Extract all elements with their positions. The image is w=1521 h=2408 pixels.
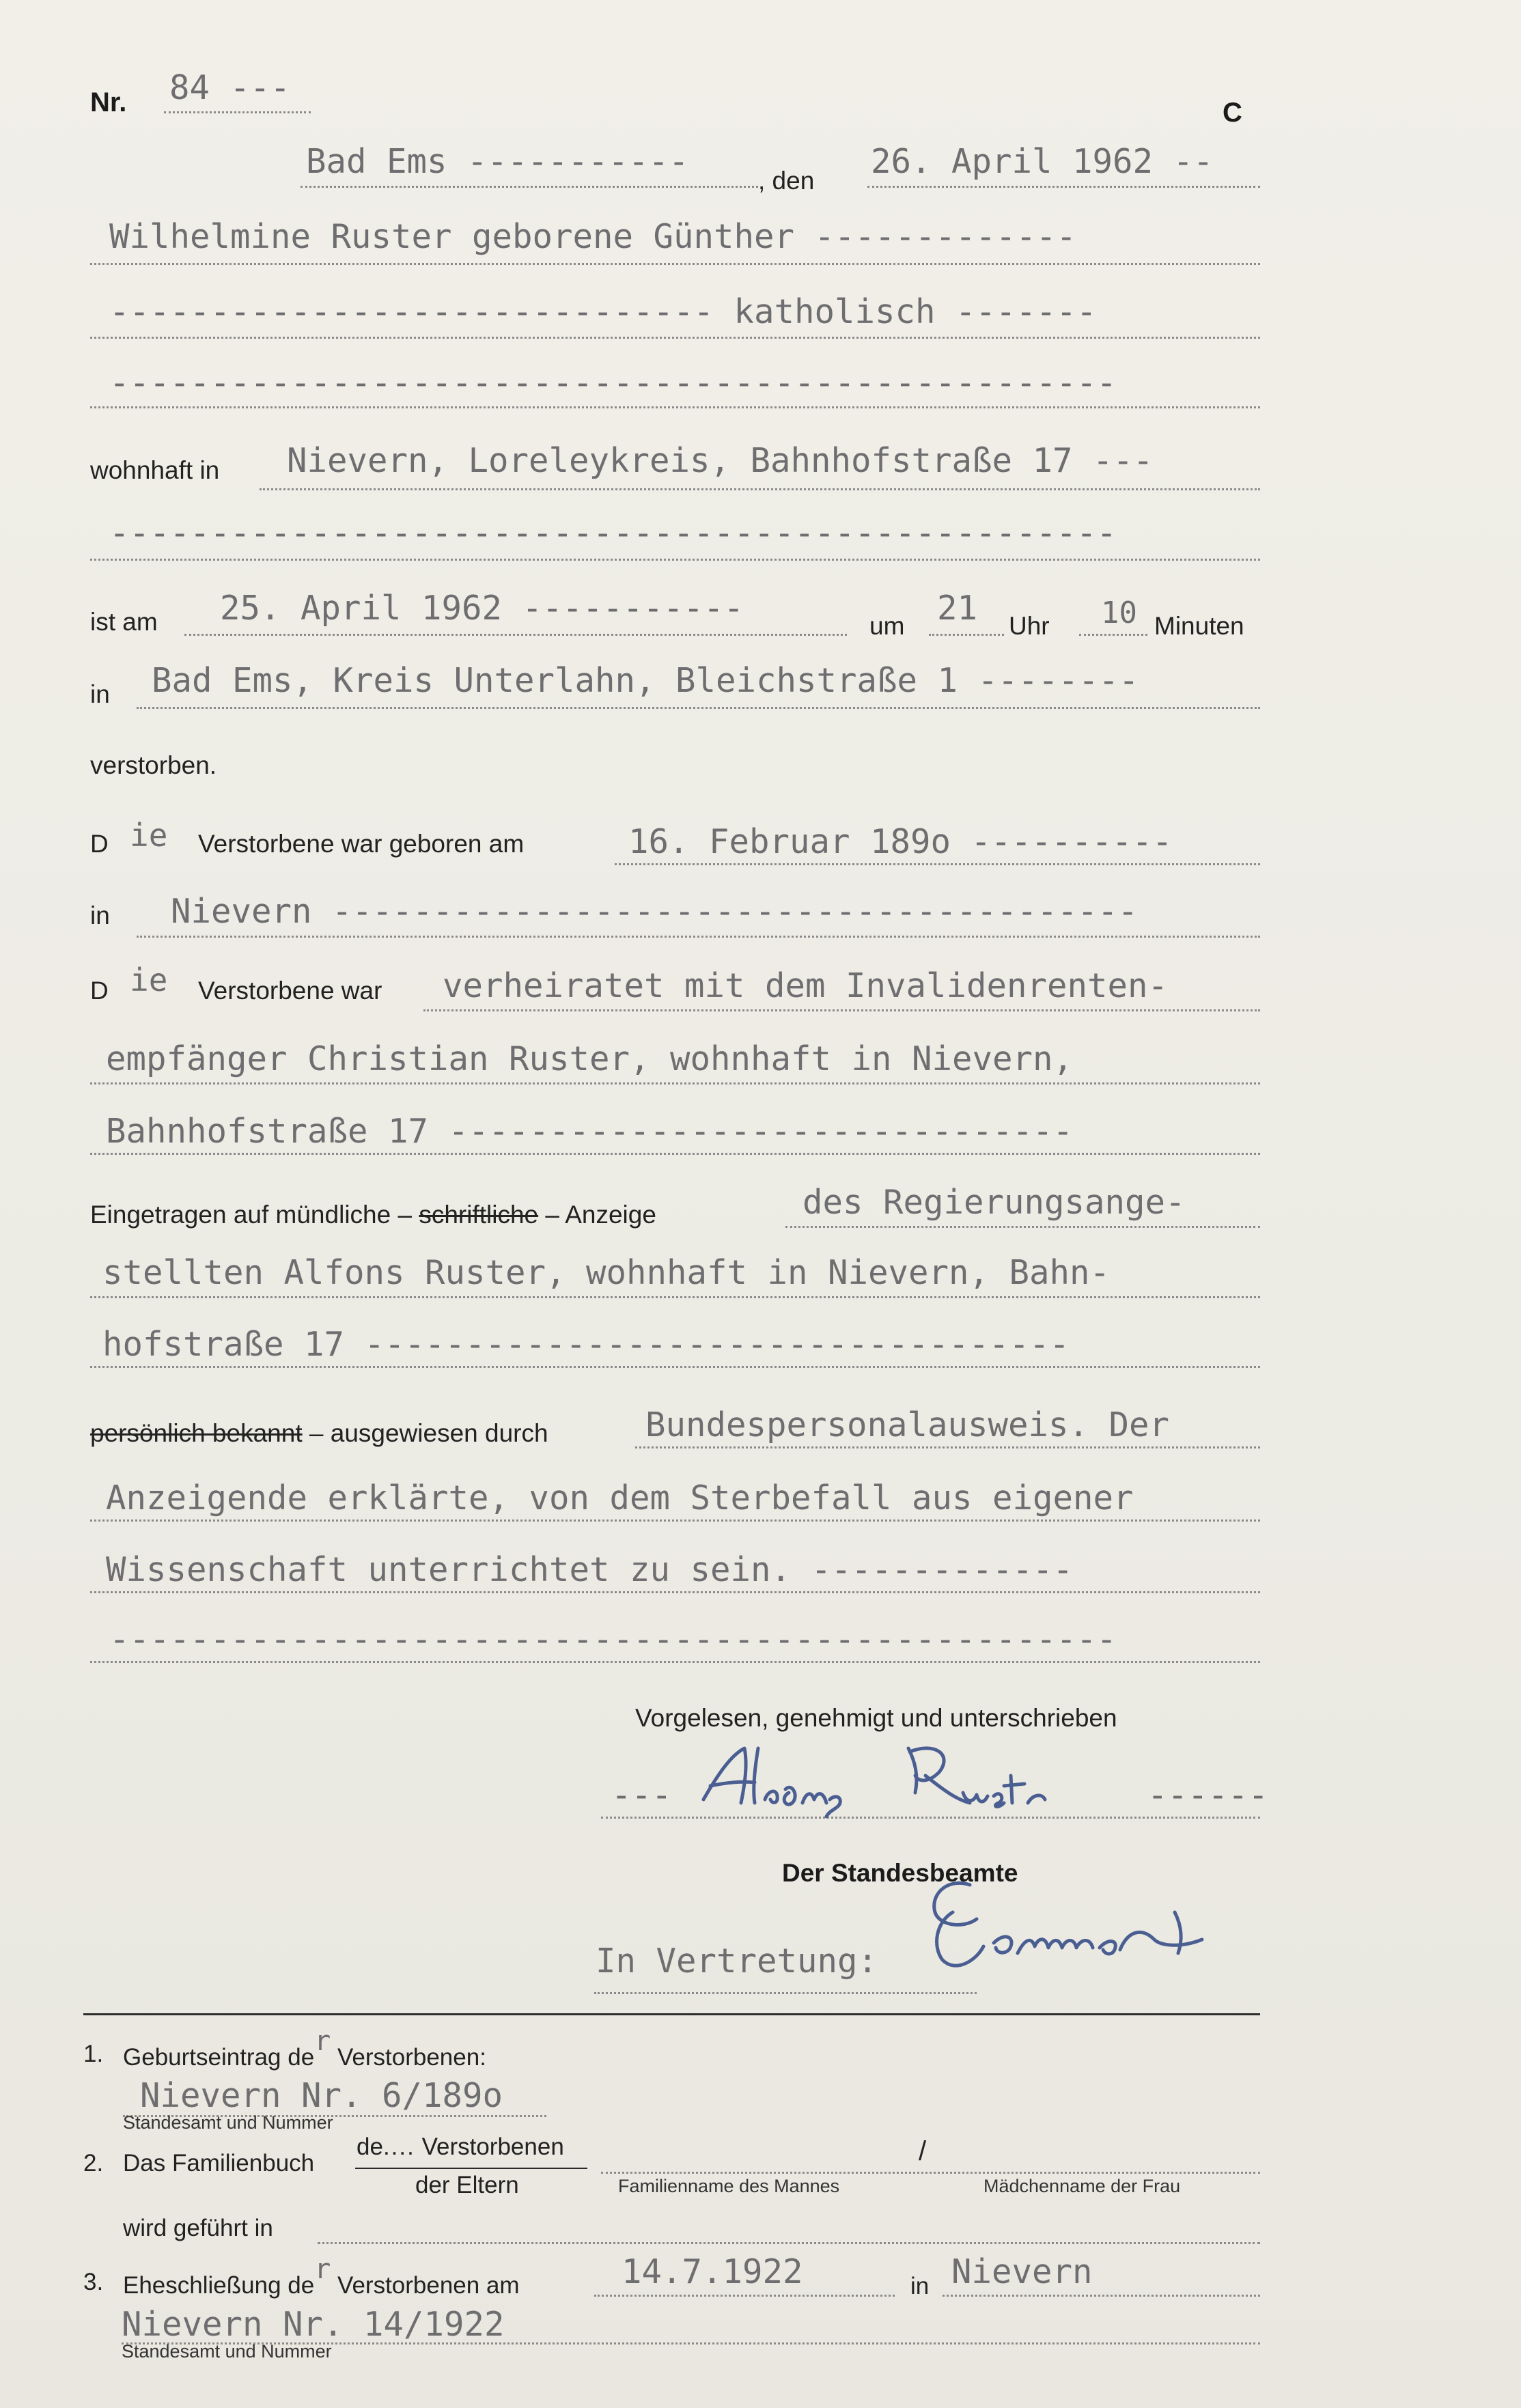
family-book-de: de.... Verstorbenen	[357, 2133, 564, 2160]
footer-num-3: 3.	[83, 2269, 104, 2295]
informant-line-2: stellten Alfons Ruster, wohnhaft in Nievern, Bahn-	[102, 1253, 1111, 1292]
kept-in-label: wird geführt in	[123, 2215, 273, 2241]
marriage-registration: Nievern Nr. 14/1922	[122, 2305, 505, 2344]
marital-label: Verstorbene war	[198, 977, 382, 1005]
birth-label: Verstorbene war geboren am	[198, 830, 525, 858]
marriage-in-label: in	[910, 2273, 930, 2299]
identification-dotline-1	[635, 1446, 1260, 1448]
death-date-dotline	[184, 634, 847, 636]
wife-maiden-caption: Mädchenname der Frau	[983, 2176, 1181, 2196]
birth-place: Nievern ----------------------------------------	[171, 892, 1139, 931]
informant-signature	[690, 1735, 1127, 1823]
footer-divider	[83, 2013, 1260, 2015]
kept-in-dotline	[318, 2242, 1260, 2244]
birth-place-dotline	[137, 936, 1260, 938]
identification-line-1: Bundespersonalausweis. Der	[645, 1405, 1170, 1444]
marital-d-label: D	[90, 977, 109, 1005]
identification-dotline-2	[90, 1520, 1260, 1522]
nr-value: 84 ---	[169, 68, 291, 107]
residence-line-2: --------------------------------------------------	[109, 514, 1117, 552]
informant-line-3: hofstraße 17 -----------------------------------	[102, 1325, 1070, 1364]
spouse-line-2: empfänger Christian Ruster, wohnhaft in Nievern,	[106, 1039, 1074, 1078]
religion-line: ------------------------------ katholisch -------	[109, 292, 1097, 331]
death-place: Bad Ems, Kreis Unterlahn, Bleichstraße 1 --------	[152, 661, 1139, 700]
husband-surname-caption: Familienname des Mannes	[618, 2176, 840, 2196]
form-code: C	[1223, 98, 1242, 128]
birth-entry-sup: r	[314, 2026, 331, 2057]
spouse-dotline-1	[423, 1009, 1260, 1011]
marriage-place-dotline	[943, 2295, 1260, 2297]
family-names-dotline	[601, 2172, 1260, 2174]
family-book-label: Das Familienbuch	[123, 2150, 315, 2176]
marriage-date: 14.7.1922	[622, 2252, 803, 2291]
in-vertretung: In Vertretung:	[596, 1942, 878, 1980]
birth-in-label: in	[90, 901, 110, 929]
spouse-line-1: verheiratet mit dem Invalidenrenten-	[443, 966, 1169, 1005]
birth-date: 16. Februar 189o ----------	[628, 822, 1173, 861]
spouse-dotline-3	[90, 1153, 1260, 1155]
informant-dotline-3	[90, 1366, 1260, 1368]
name-dotline-1	[90, 263, 1260, 265]
informant-dotline-1	[785, 1226, 1260, 1228]
um-label: um	[869, 612, 905, 640]
read-approved-signed: Vorgelesen, genehmigt und unterschrieben	[635, 1704, 1117, 1732]
minutes-dotline	[1079, 634, 1147, 636]
spouse-dotline-2	[90, 1082, 1260, 1084]
death-place-dotline	[137, 707, 1260, 709]
marriage-entry-sup: r	[314, 2254, 331, 2285]
nr-dotline	[164, 111, 311, 113]
residence-dotline-1	[260, 488, 1260, 490]
entry-label-end: – Anzeige	[545, 1201, 656, 1229]
birth-d-label: D	[90, 830, 109, 858]
den-label: , den	[758, 167, 815, 195]
signature-dashes-left: ---	[611, 1776, 672, 1815]
informant-dotline-2	[90, 1296, 1260, 1298]
entry-label-start: Eingetragen auf mündliche –	[90, 1201, 413, 1229]
birth-entry-label-text: Geburtseintrag de	[123, 2044, 315, 2071]
residence-line-1: Nievern, Loreleykreis, Bahnhofstraße 17 ---	[287, 441, 1154, 480]
identification-label	[90, 1419, 548, 1448]
fraction-line	[355, 2168, 587, 2169]
name-filler-line: --------------------------------------------------	[109, 363, 1117, 402]
standesamt-caption-1: Standesamt und Nummer	[123, 2112, 333, 2133]
signature-dashes-right: ------	[1147, 1776, 1269, 1815]
birth-entry-label	[123, 2026, 486, 2072]
place-dotline	[301, 186, 758, 188]
ist-am-label: ist am	[90, 608, 158, 636]
marriage-entry-label-text: Eheschließung de	[123, 2272, 315, 2299]
birth-entry-verstorbenen: Verstorbenen:	[337, 2044, 486, 2071]
entry-label-struck: schriftliche	[419, 1201, 539, 1229]
deceased-name: Wilhelmine Ruster geborene Günther -------------	[109, 217, 1077, 256]
minuten-label: Minuten	[1154, 612, 1244, 640]
identification-dotline-3	[90, 1591, 1260, 1593]
in-label: in	[90, 680, 110, 708]
name-slash: /	[919, 2136, 927, 2166]
standesamt-caption-3: Standesamt und Nummer	[122, 2341, 332, 2362]
entry-label	[90, 1201, 656, 1229]
registrar-signature	[915, 1871, 1243, 1980]
residence-dotline-2	[90, 559, 1260, 561]
marriage-date-dotline	[594, 2295, 895, 2297]
family-book-option-eltern: der Eltern	[415, 2172, 519, 2198]
marriage-place: Nievern	[951, 2252, 1093, 2291]
death-hour: 21	[937, 589, 978, 628]
residence-label: wohnhaft in	[90, 456, 220, 484]
registrar-label: Der Standesbeamte	[782, 1859, 1018, 1887]
marriage-entry-verstorbenen: Verstorbenen am	[337, 2272, 520, 2299]
registry-date: 26. April 1962 --	[871, 142, 1214, 181]
footer-num-2: 2.	[83, 2150, 104, 2176]
date-dotline	[867, 186, 1260, 188]
uhr-label: Uhr	[1009, 612, 1050, 640]
identification-line-2: Anzeigende erklärte, von dem Sterbefall aus eigener	[106, 1479, 1134, 1517]
name-dotline-3	[90, 406, 1260, 408]
birth-gender-suffix: ie	[130, 817, 168, 854]
birth-entry-value: Nievern Nr. 6/189o	[140, 2076, 503, 2115]
vertretung-dotline	[594, 1992, 977, 1994]
identification-label-rest: – ausgewiesen durch	[309, 1419, 548, 1447]
identification-line-4: --------------------------------------------------	[109, 1620, 1117, 1659]
family-book-option-verstorbenen: Verstorbenen	[421, 2133, 564, 2160]
birth-date-dotline	[615, 863, 1260, 865]
hour-dotline	[929, 634, 1004, 636]
name-dotline-2	[90, 337, 1260, 339]
nr-label: Nr.	[90, 87, 127, 117]
verstorben-label: verstorben.	[90, 751, 217, 779]
death-minutes: 10	[1101, 596, 1137, 630]
spouse-line-3: Bahnhofstraße 17 -------------------------------	[106, 1112, 1074, 1151]
identification-label-struck: persönlich bekannt	[90, 1419, 303, 1447]
death-date: 25. April 1962 -----------	[220, 589, 744, 628]
registry-place: Bad Ems -----------	[306, 142, 689, 181]
identification-dotline-4	[90, 1661, 1260, 1663]
marital-gender-suffix: ie	[130, 962, 168, 998]
family-book-de-text: de	[357, 2133, 383, 2160]
identification-line-3: Wissenschaft unterrichtet zu sein. -------------	[106, 1550, 1074, 1589]
footer-num-1: 1.	[83, 2041, 104, 2067]
marriage-entry-label	[123, 2254, 520, 2300]
informant-line-1: des Regierungsange-	[803, 1183, 1186, 1222]
